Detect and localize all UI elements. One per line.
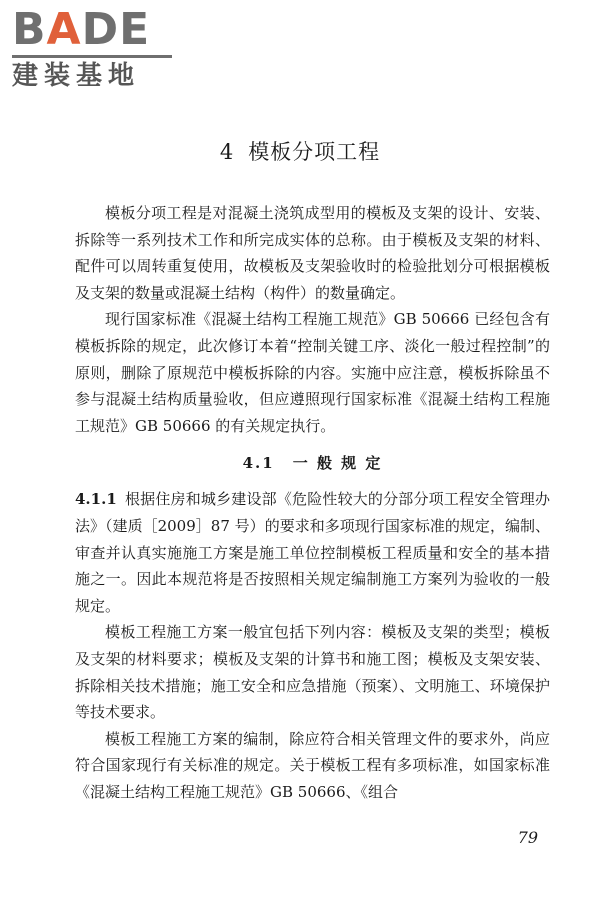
intro-paragraph-1: 模板分项工程是对混凝土浇筑成型用的模板及支架的设计、安装、拆除等一系列技术工作和所完成实体的总称。由于模板及支架的材料、配件可以周转重复使用，故模板及支架验收时的检验批划分可根据模板及支架的数量或混凝土结构（构件）的数量确定。 bbox=[75, 204, 550, 302]
intro-paragraph-2: 现行国家标准《混凝土结构工程施工规范》GB 50666 已经包含有模板拆除的规定，此次修订本着“控制关键工序、淡化一般过程控制”的原则，删除了原规范中模板拆除的内容。实施中应注意，模板拆除虽不参与混凝土结构质量验收，但应遵照现行国家标准《混凝土结构工程施工规范》GB 50666 的有关规定执行。 bbox=[75, 310, 550, 435]
page-number: 79 bbox=[517, 828, 538, 847]
page-body bbox=[75, 200, 550, 805]
logo bbox=[12, 6, 182, 90]
chapter-number: 4 bbox=[219, 140, 235, 164]
clause-paragraph-3: 模板工程施工方案的编制，除应符合相关管理文件的要求外，尚应符合国家现行有关标准的规定。关于模板工程有多项标准，如国家标准《混凝土结构工程施工规范》GB 50666、《组合 bbox=[75, 729, 550, 801]
logo-letter-start: B bbox=[12, 4, 47, 55]
section-number: 4.1 bbox=[242, 454, 275, 473]
logo-wordmark bbox=[12, 6, 182, 54]
section-heading bbox=[75, 450, 550, 476]
clause-text: 根据住房和城乡建设部《危险性较大的分部分项工程安全管理办法》（建质［2009］87 号）的要求和多项现行国家标准的规定，编制、审查并认真实施施工方案是施工单位控制模板工程质量和安全的基本措施之一。因此本规范将是否按照相关规定编制施工方案列为验收的一般规定。 bbox=[75, 490, 550, 615]
clause-paragraph bbox=[75, 486, 550, 619]
section-title-text: 一 般 规 定 bbox=[292, 454, 383, 473]
chapter-title-text: 模板分项工程 bbox=[248, 140, 381, 164]
clause-number: 4.1.1 bbox=[75, 490, 117, 509]
logo-subtitle: 建装基地 bbox=[12, 61, 141, 91]
logo-divider bbox=[12, 55, 172, 58]
logo-letter-accent: A bbox=[46, 4, 82, 55]
logo-letter-end: DE bbox=[81, 4, 151, 55]
chapter-title bbox=[0, 136, 600, 166]
clause-paragraph-2: 模板工程施工方案一般宜包括下列内容：模板及支架的类型；模板及支架的材料要求；模板及支架的计算书和施工图；模板及支架安装、拆除相关技术措施；施工安全和应急措施（预案）、文明施工、环境保护等技术要求。 bbox=[75, 623, 550, 722]
